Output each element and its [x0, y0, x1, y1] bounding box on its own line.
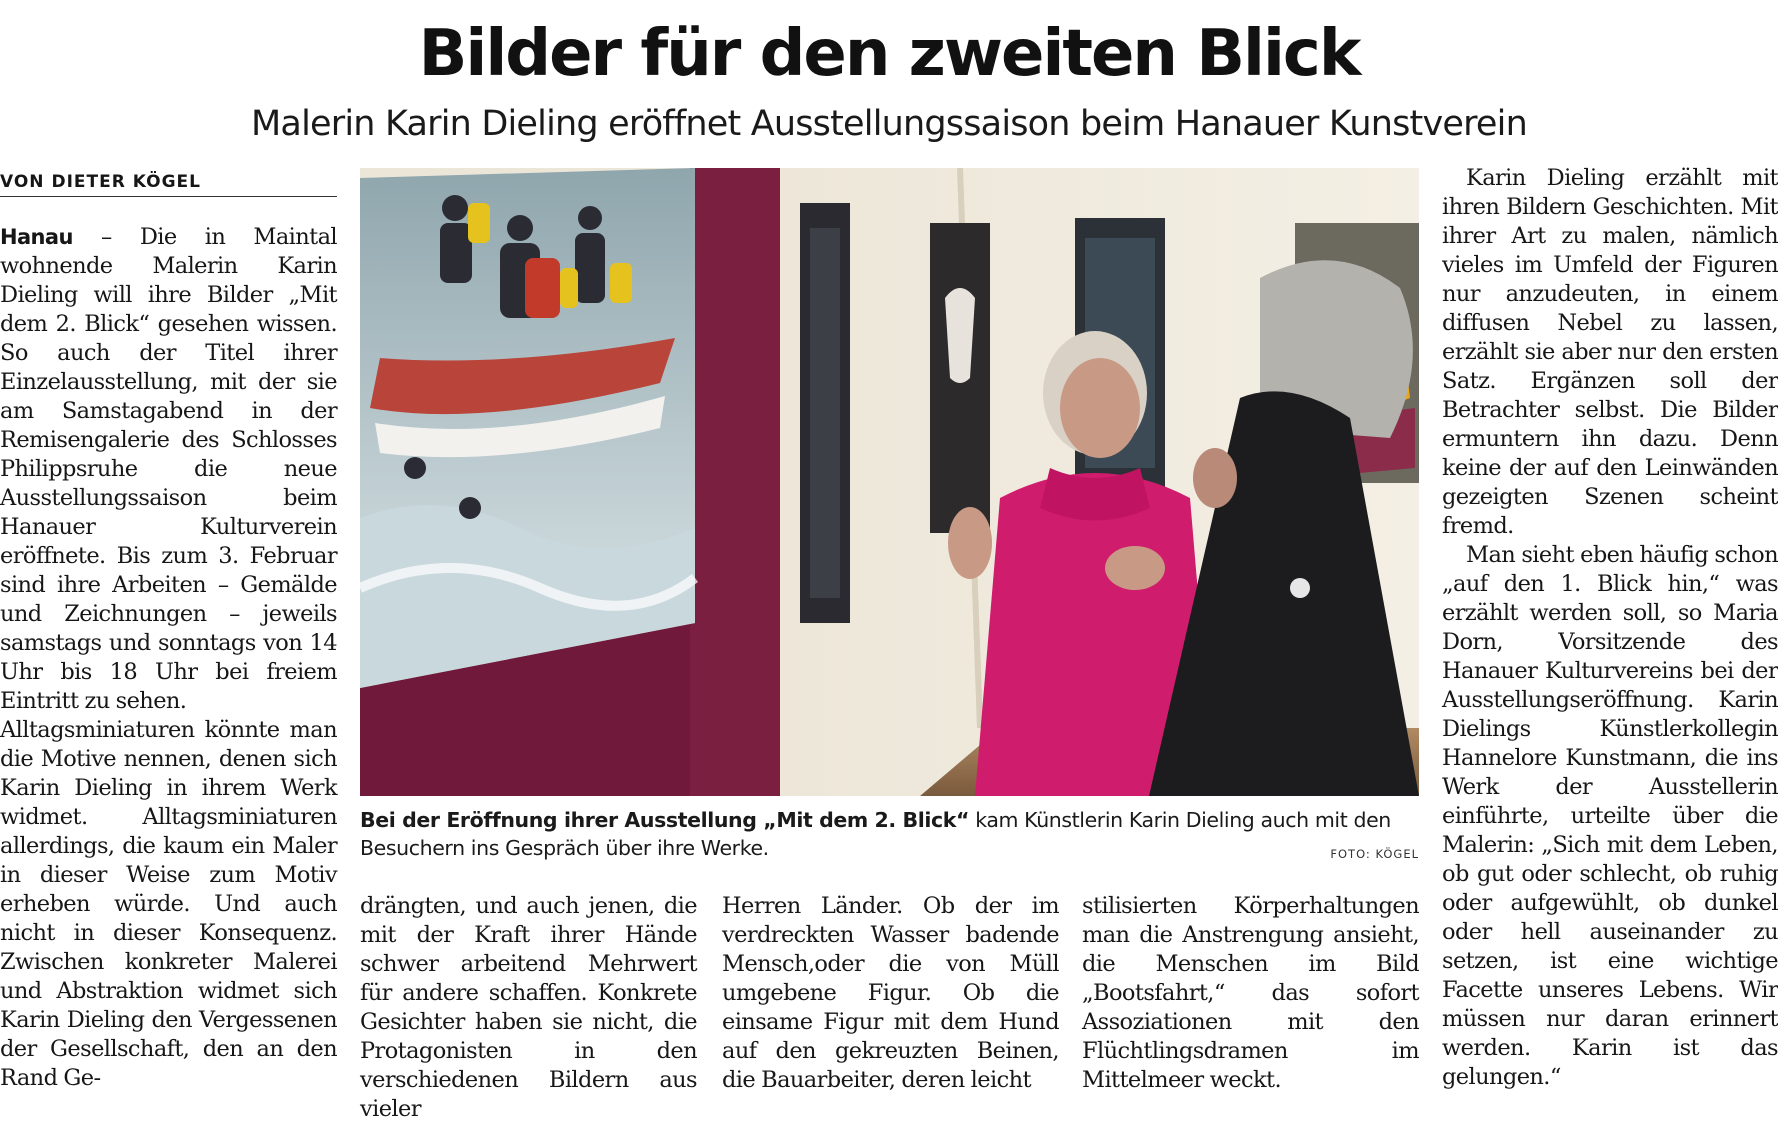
- article-paragraph: Alltagsminiaturen könnte man die Motive nennen, denen sich Karin Dieling in ihrem Werk widmet. Alltagsminiaturen allerdings, die kaum ein Maler in dieser Weise zum Motiv erheben würde. Und auch nicht in dieser Konsequenz. Zwischen konkreter Malerei und Abstraktion widmet sich Karin Dieling den Vergessenen der Gesellschaft, den an den Rand Ge-: [0, 717, 337, 1091]
- article-paragraph: [0, 223, 337, 716]
- dateline: Hanau: [0, 225, 73, 249]
- article-column-1: [0, 223, 337, 1093]
- article-paragraph: Herren Länder. Ob der im verdreckten Wasser badende Mensch,oder die von Müll umgebene Figur. Ob die einsame Figur mit dem Hund auf den gekreuzten Beinen, die Bauarbeiter, deren leicht: [722, 893, 1059, 1093]
- article-column-2: [360, 892, 697, 1124]
- article-paragraph: stilisierten Körperhaltungen man die Anstrengung ansieht, die Menschen im Bild „Bootsfahrt,“ das sofort Assoziationen mit den Flüchtlingsdramen im Mittelmeer weckt.: [1082, 893, 1419, 1093]
- caption-lead: Bei der Eröffnung ihrer Ausstellung „Mit dem 2. Blick“: [360, 808, 970, 832]
- subheadline: Malerin Karin Dieling eröffnet Ausstellungssaison beim Hanauer Kunstverein: [251, 104, 1527, 144]
- article-paragraph: drängten, und auch jenen, die mit der Kraft ihrer Hände schwer arbeitend Mehrwert für andere schaffen. Konkrete Gesichter haben sie nicht, die Protagonisten in den verschiedenen Bildern aus vieler: [360, 893, 697, 1122]
- headline: Bilder für den zweiten Blick: [418, 17, 1360, 91]
- caption-text: kam Künstlerin Karin Dieling auch mit den Besuchern ins Gespräch über ihre Werke.: [360, 808, 1391, 860]
- article-column-3: [722, 892, 1059, 1095]
- paragraph-text: – Die in Maintal wohnende Malerin Karin Dieling will ihre Bilder „Mit dem 2. Blick“ gesehen wissen. So auch der Titel ihrer Einzelausstellung, mit der sie am Samstagabend in der Remisengalerie des Schlosses Philippsruhe die neue Ausstellungssaison beim Hanauer Kulturverein eröffnete. Bis zum 3. Februar sind ihre Arbeiten – Gemälde und Zeichnungen – jeweils samstags und sonntags von 14 Uhr bis 18 Uhr bei freiem Eintritt zu sehen.: [0, 224, 337, 714]
- article-paragraph: Karin Dieling erzählt mit ihren Bildern Geschichten. Mit ihrer Art zu malen, nämlich vieles im Umfeld der Figuren nur anzudeuten, in einem diffusen Nebel zu lassen, erzählt sie aber nur den ersten Satz. Ergänzen soll der Betrachter selbst. Die Bilder ermuntern ihn dazu. Denn keine der auf den Leinwänden gezeigten Szenen scheint fremd.: [1442, 165, 1778, 539]
- article-column-4: [1082, 892, 1419, 1095]
- photo-credit: FOTO: KÖGEL: [1330, 847, 1419, 861]
- exhibition-photo: [360, 168, 1419, 796]
- byline: VON DIETER KÖGEL: [0, 168, 337, 197]
- article-column-5: [1442, 164, 1778, 1092]
- article-paragraph: Man sieht eben häufig schon „auf den 1. Blick hin,“ was erzählt werden soll, so Maria Dorn, Vorsitzende des Hanauer Kulturvereins bei der Ausstellungseröffnung. Karin Dielings Künstlerkollegin Hannelore Kunstmann, die ins Werk der Ausstellerin einführte, urteilte über die Malerin: „Sich mit dem Leben, ob gut oder schlecht, ob ruhig oder aufgewühlt, ob dunkel oder hell auseinander zu setzen, ist eine wichtige Facette unseres Lebens. Wir müssen nur daran erinnert werden. Karin ist das gelungen.“: [1442, 542, 1778, 1090]
